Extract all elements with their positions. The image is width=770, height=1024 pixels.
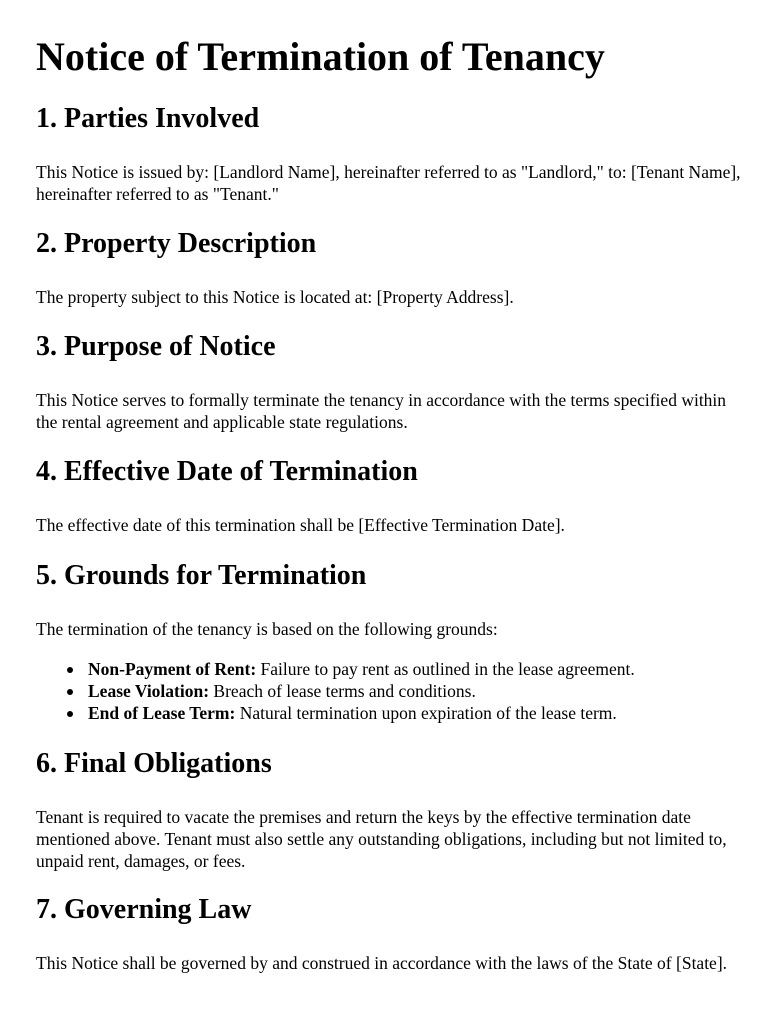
list-item (88, 658, 758, 680)
section-heading-effective-date: 4. Effective Date of Termination (36, 456, 418, 487)
section-paragraph-property: The property subject to this Notice is located at: [Property Address]. (36, 287, 514, 307)
grounds-item-text: Breach of lease terms and conditions. (209, 681, 476, 701)
document-title: Notice of Termination of Tenancy (36, 34, 605, 79)
section-heading-governing-law: 7. Governing Law (36, 894, 252, 925)
grounds-item-text: Failure to pay rent as outlined in the lease agreement. (256, 659, 635, 679)
section-heading-property: 2. Property Description (36, 228, 317, 259)
section-heading-parties: 1. Parties Involved (36, 103, 260, 134)
section-heading-final-obligations: 6. Final Obligations (36, 748, 272, 779)
section-paragraph-final-obligations: Tenant is required to vacate the premises and return the keys by the effective termination date mentioned above. Tenant must also settle any outstanding obligations, including but not limited to, unpaid rent, damages, or fees. (36, 807, 727, 871)
grounds-list (36, 658, 758, 724)
grounds-item-term: End of Lease Term: (88, 703, 236, 723)
section-paragraph-effective-date: The effective date of this termination shall be [Effective Termination Date]. (36, 515, 565, 535)
grounds-item-term: Non-Payment of Rent: (88, 659, 257, 679)
section-paragraph-grounds: The termination of the tenancy is based on the following grounds: (36, 619, 498, 639)
section-paragraph-governing-law: This Notice shall be governed by and construed in accordance with the laws of the State of [State]. (36, 953, 728, 973)
list-item (88, 680, 758, 702)
section-paragraph-parties: This Notice is issued by: [Landlord Name], hereinafter referred to as "Landlord," to: [Tenant Name], hereinafter referred to as "Tenant." (36, 162, 741, 204)
grounds-item-term: Lease Violation: (88, 681, 210, 701)
list-item (88, 702, 758, 724)
grounds-item-text: Natural termination upon expiration of the lease term. (235, 703, 617, 723)
section-heading-grounds: 5. Grounds for Termination (36, 560, 367, 591)
section-paragraph-purpose: This Notice serves to formally terminate the tenancy in accordance with the terms specified within the rental agreement and applicable state regulations. (36, 390, 727, 432)
section-heading-purpose: 3. Purpose of Notice (36, 331, 276, 362)
